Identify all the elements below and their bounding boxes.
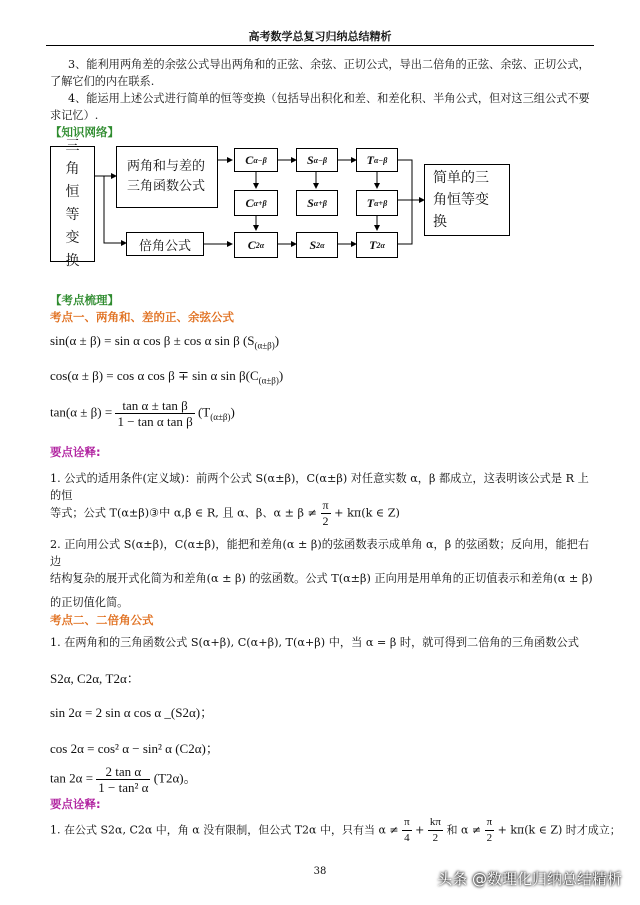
note-2-line-2: 结构复杂的展开式化简为和差角(α ± β) 的弦函数。公式 T(α±β) 正向用是用单角的正切值表示和差角(α ± β) bbox=[50, 572, 593, 585]
point2-title: 考点二、二倍角公式 bbox=[50, 613, 154, 627]
box-simple-identity-transform: 简单的三角恒等变换 bbox=[424, 164, 510, 236]
network-heading: 【知识网络】 bbox=[50, 125, 119, 139]
intro-item-3: 3、能利用两角差的余弦公式导出两角和的正弦、余弦、正切公式，导出二倍角的正弦、余弦、正切公式，了解它们的内在联系. bbox=[50, 58, 590, 88]
box-sum-diff-formulas: 两角和与差的三角函数公式 bbox=[116, 146, 218, 208]
formula-sin-double: sin 2α = 2 sin α cos α _(S2α)； bbox=[50, 705, 214, 720]
note-1-line-2: 等式；公式 T(α±β)③中 α,β ∈ R, 且 α、β、α ± β ≠ $\frac{\pi}{2}$ + kπ(k ∈ Z) bbox=[50, 498, 400, 528]
box-t-plus: T α+β bbox=[356, 190, 398, 216]
box-t-double: T 2α bbox=[356, 232, 398, 258]
notes-title-2: 要点诠释: bbox=[50, 797, 101, 811]
page-header-title: 高考数学总复习归纳总结精析 bbox=[248, 30, 392, 43]
box-trig-identity-transform: 三角恒等变换 bbox=[50, 146, 95, 262]
formula-tan-double: tan 2α = $\frac{\text{2 tan α}}{\text{1 − tan² α}}$ (T2α)。 bbox=[50, 764, 197, 795]
note-2-line-3: 的正切值化简。 bbox=[50, 596, 129, 609]
box-s-minus: S α−β bbox=[296, 148, 338, 172]
box-c-double: C 2α bbox=[234, 232, 278, 258]
box-c-plus: C α+β bbox=[234, 190, 278, 216]
formula-tan-sum-diff: tan(α ± β) = $\frac{\text{tan α ± tan β}}{\text{1 − tan α tan β}}$ $(T_{(\alpha\pm\beta)})$ bbox=[50, 398, 235, 429]
box-double-angle-formulas: 倍角公式 bbox=[126, 232, 204, 256]
review-heading: 【考点梳理】 bbox=[50, 293, 119, 307]
intro-item-4: 4、能运用上述公式进行简单的恒等变换（包括导出积化和差、和差化积、半角公式，但对这三组公式不要求记忆）. bbox=[50, 92, 590, 122]
note-2-line-1: 2. 正向用公式 S(α±β)，C(α±β)，能把和差角(α ± β)的弦函数表示成单角 α，β 的弦函数；反向用，能把右边 bbox=[50, 538, 590, 568]
box-s-plus: S α+β bbox=[296, 190, 338, 216]
point1-title: 考点一、两角和、差的正、余弦公式 bbox=[50, 310, 234, 324]
formula-cos-sum-diff: cos(α ± β) = cos α cos β ∓ sin α $\sin \beta(C_{(\alpha\pm\beta)})$ bbox=[50, 368, 284, 386]
notes2-line-1: 1. 在公式 S2α, C2α 中，角 α 没有限制，但公式 T2α 中，只有当 α ≠ $\frac{\pi}{4}$ + $\frac{k\pi}{2}$ 和 α ≠ $\frac{\pi}{2}$ + kπ(k ∈ Z) 时才成立； bbox=[50, 816, 621, 844]
notes-title-1: 要点诠释: bbox=[50, 445, 101, 459]
note-1-line-1: 1. 公式的适用条件(定义域)：前两个公式 S(α±β)，C(α±β) 对任意实数 α，β 都成立，这表明该公式是 R 上的恒 bbox=[50, 472, 589, 502]
box-c-minus: C α−β bbox=[234, 148, 278, 172]
watermark: 头条 @数理化归纳总结精析 bbox=[437, 870, 622, 888]
box-t-minus: T α−β bbox=[356, 148, 398, 172]
formula-sin-sum-diff: sin(α ± β) = sin α cos β ± cos α sin β $(S_{(\alpha\pm\beta)})$ bbox=[50, 333, 280, 351]
point2-line-2: S2α, C2α, T2α： bbox=[50, 671, 140, 686]
point2-line-1: 1. 在两角和的三角函数公式 S(α+β), C(α+β), T(α+β) 中，当 α = β 时，就可得到二倍角的三角函数公式 bbox=[50, 636, 579, 649]
formula-cos-double: cos 2α = cos² α − sin² α (C2α)； bbox=[50, 741, 219, 756]
box-s-double: S 2α bbox=[296, 232, 338, 258]
page-number: 38 bbox=[313, 866, 327, 877]
